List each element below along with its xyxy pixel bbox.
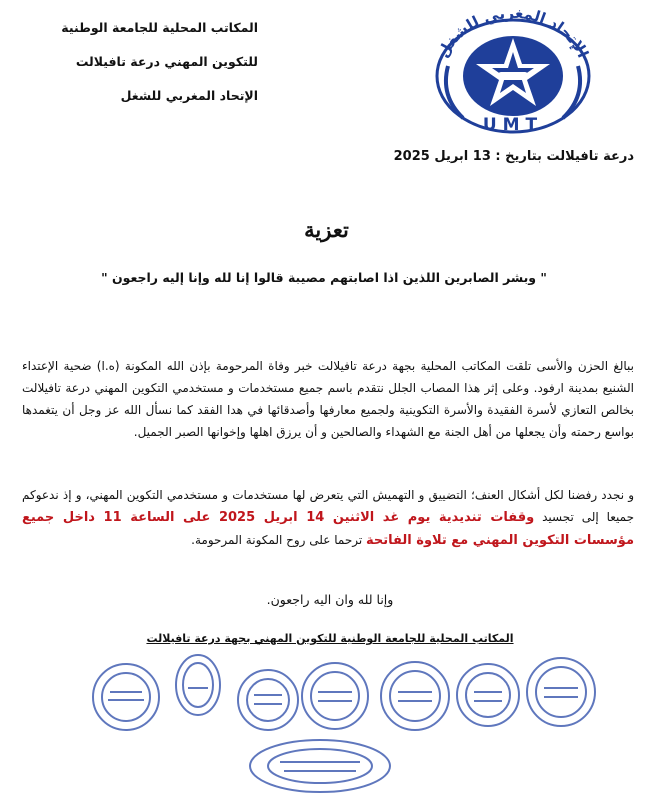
stamp-7 (527, 658, 595, 726)
logo-arc-text: الإتحاد المغربي للشغل (433, 6, 593, 61)
stamps-area (0, 640, 653, 800)
letter-title: تعزية (304, 217, 349, 242)
org-line-2: للتكوين المهني درعة تافيلالت (75, 54, 258, 69)
paragraph-part-1: و نجدد رفضنا لكل أشكال العنف؛ التضييق و التهميش التي يتعرض لها مستخدمات و مستخدمي التكوين المهني، و إذ ندعوكم جميعا إلى تجسيد (22, 488, 634, 524)
umt-logo (418, 6, 608, 136)
signatories-title: المكاتب المحلية للجامعة الوطنية للتكوين المهني بجهة درعة تافيلالت (146, 632, 514, 645)
closing-line: وإنا لله وان اليه راجعون. (266, 592, 394, 607)
paragraph-condolence: ببالغ الحزن والأسى تلقت المكاتب المحلية بجهة درعة تافيلالت خبر وفاة المرحومة بإذن الله المكونة (ه.ا) ضحية الإعتداء الشنيع بمدينة ارفود. وعلى إثر هذا المصاب الجلل نتقدم باسم جميع مستخدمات و مستخدمي التكوين المهني درعة تافيلالت بخالص التعازي لأسرة الفقيدة والأسرة التكوينية ولجميع معارفها وأصدقائها في هدا الفقد كما نسأل الله عز وجل أن يتغمدها بواسع رحمته وأن يجعلها من أهل الجنة مع الشهداء والصالحين و أن يرزق اهلها وإخوانها الصبر الجميل. (22, 359, 634, 439)
stamp-umt (250, 740, 390, 792)
stamp-2 (176, 655, 220, 715)
org-line-3: الإتحاد المغربي للشغل (120, 88, 258, 103)
stamp-5 (381, 662, 449, 730)
logo-letters: UMT (482, 115, 544, 135)
stamp-3 (238, 670, 298, 730)
org-line-1: المكاتب المحلية للجامعة الوطنية (61, 20, 258, 35)
date-line: درعة تافيلالت بتاريخ : 13 ابريل 2025 (393, 149, 634, 164)
protest-highlight: وقفات تنديدية يوم غد الاثنين 14 ابريل 2025 على الساعة 11 داخل جميع مؤسسات التكوين المهني مع تلاوة الفاتحة (22, 510, 634, 548)
stamp-1 (93, 664, 159, 730)
stamp-6 (457, 664, 519, 726)
paragraph-call-to-action (22, 484, 634, 552)
paragraph-part-2: ترحما على روح المكونة المرحومة. (191, 533, 367, 547)
organization-block (18, 22, 258, 124)
stamp-4 (302, 663, 368, 729)
quran-verse: " وبشر الصابرين اللذين اذا اصابتهم مصيبة قالوا إنا لله وإنا إليه راجعون " (101, 270, 547, 285)
